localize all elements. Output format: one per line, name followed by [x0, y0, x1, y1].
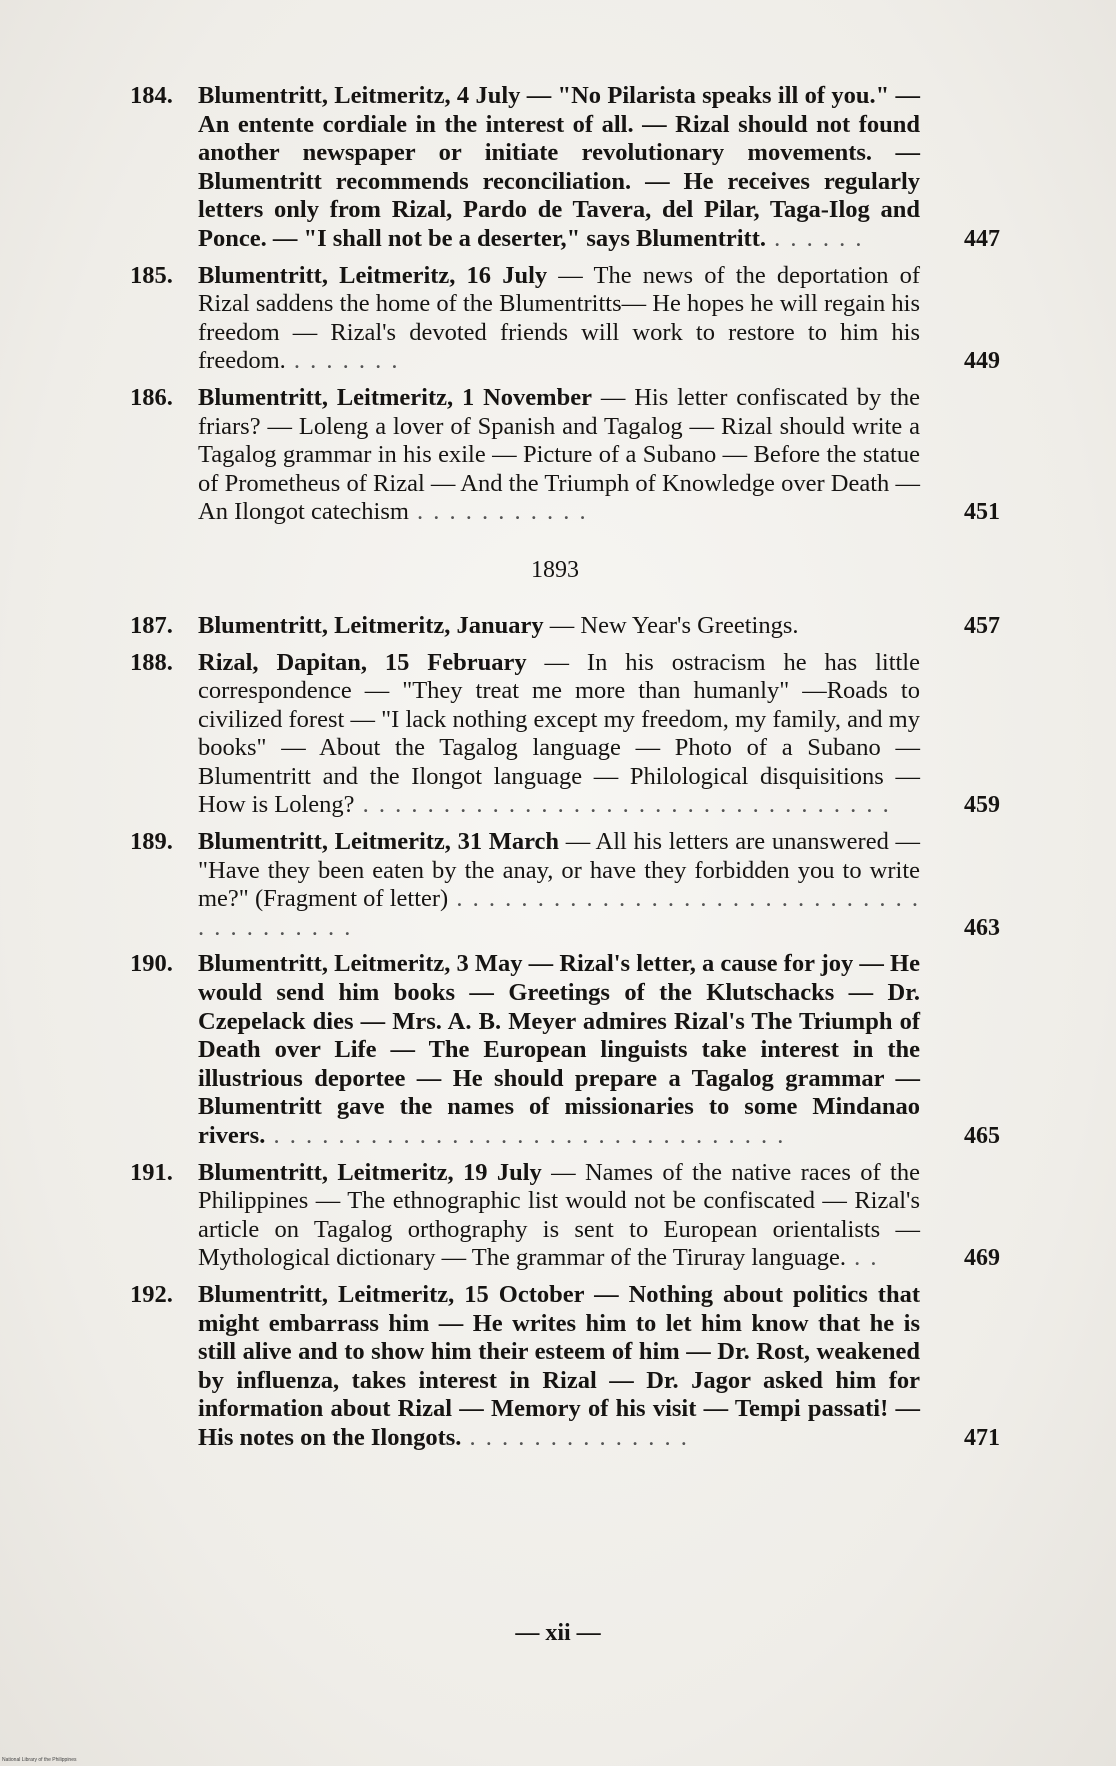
entry-correspondent: Blumentritt, Leitmeritz, 19 July — [198, 1158, 542, 1186]
entry-leader-dots: . . . . . . — [766, 224, 864, 252]
entry-summary: — All his letters are unanswered — "Have they been eaten by the anay, or have they forbidden you to write me?" (Fragment of letter) — [198, 828, 921, 913]
entry-number: 185. — [130, 261, 173, 289]
page-folio: — xii — — [515, 1620, 601, 1646]
toc-entry-190 — [130, 950, 1000, 1150]
entry-page-number: 451 — [964, 499, 1000, 526]
entry-number: 192. — [130, 1280, 173, 1308]
entry-summary: — The news of the deportation of Rizal saddens the home of the Blumentritts— He hopes he will regain his freedom — Rizal's devoted friends will work to restore to him his freedom. — [198, 261, 921, 375]
entry-summary: — In his ostracism he has little correspondence — "They treat me more than humanly" —Roads to civilized forest — "I lack nothing except my freedom, my family, and my books" — About the Tagalog language — Photo of a Subano — Blumentritt and the Ilongot language — Philological disquisitions — How is Loleng? — [198, 648, 920, 819]
entry-leader-dots: . . . . . . . . . . . . . . . . . . . . . . . . . . . . . . . . . . . . . . . — [198, 885, 921, 941]
entry-page-number: 457 — [964, 612, 1000, 639]
entry-correspondent: Blumentritt, Leitmeritz, 15 October — [198, 1280, 585, 1308]
entry-page-number: 471 — [964, 1424, 1000, 1451]
toc-entry-191 — [130, 1159, 1000, 1273]
entry-number: 184. — [130, 82, 173, 109]
entry-leader-dots: . . . . . . . . . . . . . . . . . . . . . . . . . . . . . . . . — [265, 1122, 786, 1149]
entry-summary: — Nothing about politics that might embarrass him — He writes him to let him know that he is still alive and to show him their esteem of him — Dr. Rost, weakened by influenza, takes interest in Rizal — Dr. Jagor asked him for information about Rizal — Memory of his visit — Tempi passati! — His notes on the Ilongots. — [198, 1280, 920, 1451]
entry-leader-dots: . . . . . . . . . . . — [408, 498, 588, 526]
entry-leader-dots: . . . . . . . . . . . . . . . . . . . . . . . . . . . . . . . . . — [354, 791, 891, 819]
entry-page-number: 449 — [964, 348, 1000, 375]
entry-page-number: 463 — [964, 914, 1000, 941]
entry-correspondent: Blumentritt, Leitmeritz, 31 March — [198, 828, 560, 856]
entry-leader-dots: . . . . . . . — [285, 347, 400, 375]
entry-correspondent: Blumentritt, Leitmeritz, 16 July — [198, 261, 548, 289]
entry-correspondent: Blumentritt, Leitmeritz, 1 November — [198, 383, 592, 411]
entry-correspondent: Blumentritt, Leitmeritz, 3 May — [198, 950, 523, 978]
entry-summary: — Names of the native races of the Philippines — The ethnographic list would not be confiscated — Rizal's article on Tagalog orthography is sent to European orientalists — Mythological dictionary — The grammar of the Tiruray language. — [198, 1158, 920, 1272]
entry-leader-dots: . . . . . . . . . . . . . . — [461, 1423, 689, 1451]
entry-page-number: 447 — [964, 225, 1000, 252]
entry-page-number: 459 — [964, 792, 1000, 819]
entry-number: 189. — [130, 828, 173, 856]
entry-page-number: 465 — [964, 1123, 1000, 1149]
entry-summary: — Rizal's letter, a cause for joy — He would send him books — Greetings of the Klutschacks — Dr. Czepelack dies — Mrs. A. B. Meyer admires Rizal's The Triumph of Death over Life — The European linguists take interest in the illustrious deportee — He should prepare a Tagalog grammar —Blumentritt gave the names of missionaries to some Mindanao rivers. — [198, 950, 920, 1149]
entry-correspondent: Blumentritt, Leitmeritz, January — [198, 611, 544, 639]
toc-entry-188 — [130, 649, 1000, 821]
entry-number: 187. — [130, 611, 173, 639]
year-heading: 1893 — [531, 556, 579, 583]
entry-correspondent: Rizal, Dapitan, 15 February — [198, 648, 527, 676]
toc-entry-187 — [130, 612, 1000, 641]
toc-entry-192 — [130, 1281, 1000, 1453]
toc-entry-186 — [130, 384, 1000, 527]
entry-leader-dots: . . — [845, 1244, 879, 1272]
table-of-contents — [130, 82, 1000, 1461]
entry-number: 190. — [130, 950, 173, 978]
toc-entry-185 — [130, 262, 1000, 376]
entry-summary: — New Year's Greetings. — [543, 611, 799, 639]
library-footer: National Library of the Philippines — [2, 1757, 77, 1763]
entry-summary: — "No Pilarista speaks ill of you." — An entente cordiale in the interest of all. — Rizal should not found another newspaper or initiate revolutionary movements. — Blumentritt recommends reconciliation. — He receives regularly letters only from Rizal, Pardo de Tavera, del Pilar, Taga-Ilog and Ponce. — "I shall not be a deserter," says Blumentritt. — [198, 82, 921, 252]
toc-entry-184 — [130, 82, 1000, 254]
entry-correspondent: Blumentritt, Leitmeritz, 4 July — [198, 82, 521, 109]
entry-number: 188. — [130, 648, 173, 676]
entry-number: 186. — [130, 383, 173, 411]
entry-summary: — His letter confiscated by the friars? — Loleng a lover of Spanish and Tagalog — Rizal should write a Tagalog grammar in his exile — Picture of a Subano — Before the statue of Prometheus of Rizal — And the Triumph of Knowledge over Death — An Ilongot catechism — [198, 383, 920, 526]
entry-page-number: 469 — [964, 1245, 1000, 1272]
entry-number: 191. — [130, 1158, 173, 1186]
toc-entry-189 — [130, 828, 1000, 942]
